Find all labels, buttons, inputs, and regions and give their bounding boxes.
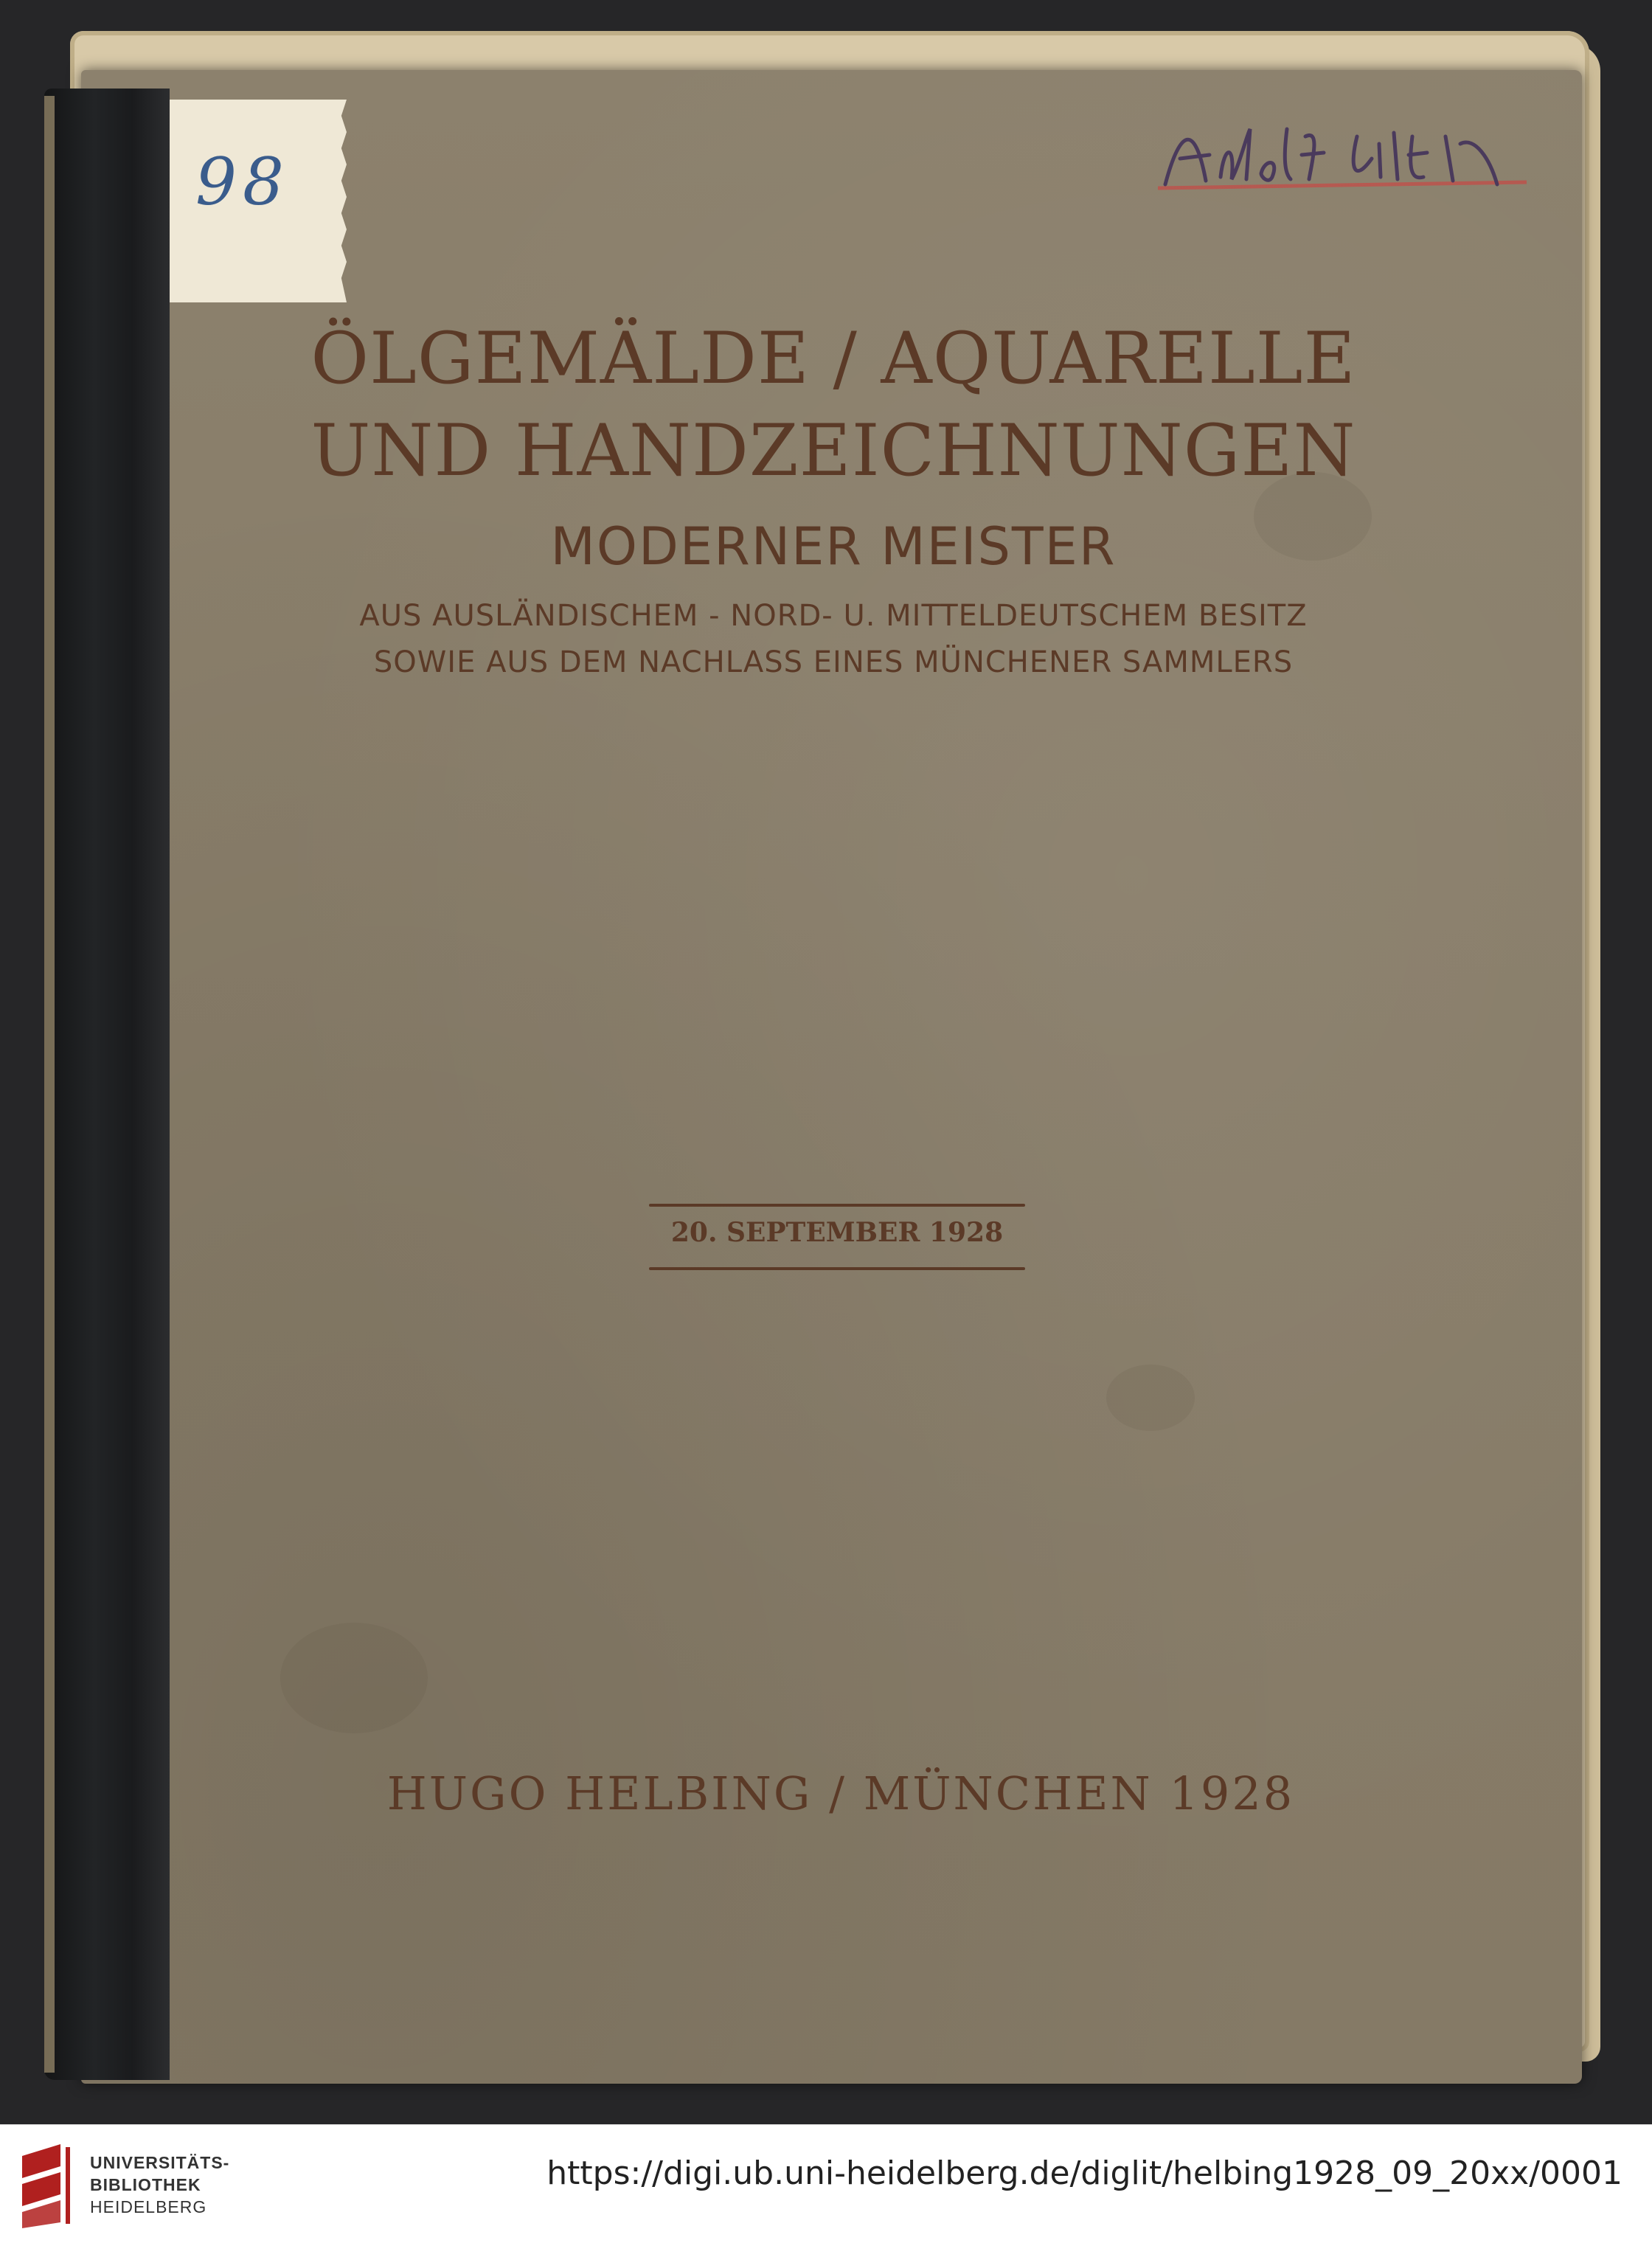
- footer-bar: [0, 2124, 1652, 2243]
- spine-edge: [44, 96, 55, 2073]
- library-logo-text[interactable]: [90, 2152, 229, 2218]
- date-rule-bottom: [649, 1267, 1025, 1270]
- cover-stain: [1106, 1365, 1195, 1431]
- logo-line-3: HEIDELBERG: [90, 2197, 207, 2216]
- date-rule-top: [649, 1204, 1025, 1207]
- cover-stain: [280, 1623, 428, 1733]
- cover-title-line-2: UND HANDZEICHNUNGEN: [310, 409, 1356, 492]
- shelfmark-number: 98: [195, 144, 290, 220]
- document-url-link[interactable]: https://digi.ub.uni-heidelberg.de/diglit/helbing1928_09_20xx/0001: [546, 2154, 1622, 2192]
- spine-binding: [44, 89, 170, 2080]
- handwritten-signature: [1150, 114, 1534, 225]
- cover-title-line-3: MODERNER MEISTER: [550, 516, 1117, 577]
- library-logo-icon[interactable]: [16, 2141, 81, 2228]
- logo-line-2: BIBLIOTHEK: [90, 2175, 201, 2194]
- publisher-line: HUGO HELBING / MÜNCHEN 1928: [386, 1767, 1295, 1820]
- cover-title-line-1: ÖLGEMÄLDE / AQUARELLE: [310, 317, 1356, 400]
- auction-date: 20. SEPTEMBER 1928: [670, 1217, 1004, 1248]
- logo-line-1: UNIVERSITÄTS-: [90, 2153, 230, 2172]
- cover-subtitle-line-2: SOWIE AUS DEM NACHLASS EINES MÜNCHENER SAMMLERS: [373, 645, 1294, 679]
- cover-subtitle-line-1: AUS AUSLÄNDISCHEM - NORD- U. MITTELDEUTSCHEM BESITZ: [359, 599, 1308, 633]
